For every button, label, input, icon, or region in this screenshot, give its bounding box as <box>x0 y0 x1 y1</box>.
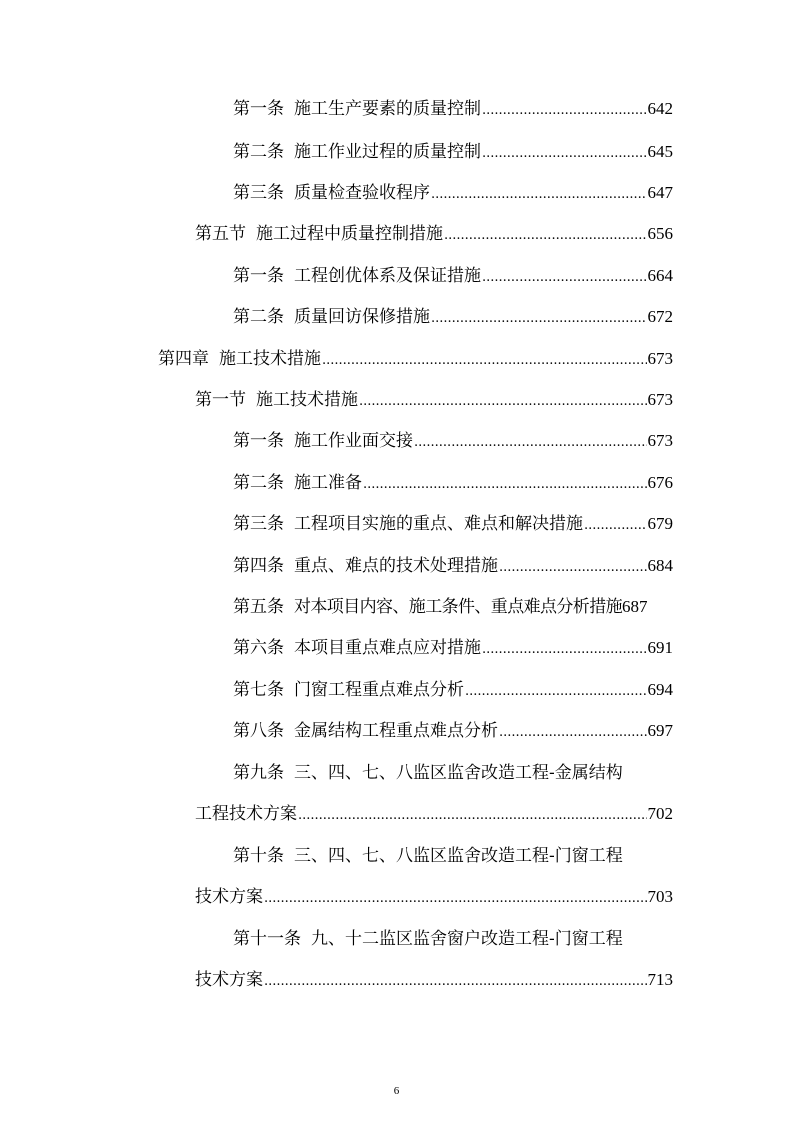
dot-leader <box>264 971 647 993</box>
toc-entry-prefix: 第六条 <box>233 638 284 658</box>
toc-entry-prefix: 第四章 <box>158 349 209 369</box>
toc-entry-title: 施工准备 <box>294 473 362 493</box>
dot-leader <box>482 267 647 289</box>
toc-entry-title: 工程创优体系及保证措施 <box>294 266 481 286</box>
dot-leader <box>363 474 647 496</box>
toc-entry-continuation[interactable] <box>195 886 673 910</box>
toc-entry-title: 三、四、七、八监区监舍改造工程-金属结构 <box>294 763 623 783</box>
toc-entry-page: 673 <box>647 349 673 368</box>
toc-entry-page: 647 <box>647 183 673 202</box>
toc-entry-prefix: 第一条 <box>233 99 284 119</box>
toc-entry-title: 九、十二监区监舍窗户改造工程-门窗工程 <box>311 929 623 949</box>
toc-entry-page: 687 <box>622 597 648 616</box>
toc-entry-prefix: 第四条 <box>233 556 284 576</box>
dot-leader <box>499 557 647 579</box>
toc-entry-page: 697 <box>647 721 673 740</box>
toc-entry[interactable] <box>233 679 673 703</box>
toc-entry-page: 684 <box>647 556 673 575</box>
toc-entry[interactable] <box>233 265 673 289</box>
page-number: 6 <box>393 1085 400 1097</box>
dot-leader <box>359 391 647 413</box>
toc-entry-page: 691 <box>647 638 673 657</box>
toc-entry[interactable] <box>233 845 623 867</box>
toc-entry-title: 技术方案 <box>195 887 263 907</box>
toc-entry-page: 672 <box>647 307 673 326</box>
toc-entry[interactable] <box>158 348 673 372</box>
toc-entry-continuation[interactable] <box>195 969 673 993</box>
toc-entry-prefix: 第三条 <box>233 183 284 203</box>
toc-entry-title: 质量回访保修措施 <box>294 307 430 327</box>
toc-entry[interactable] <box>233 98 673 122</box>
toc-entry-prefix: 第五节 <box>195 224 246 244</box>
dot-leader <box>431 184 647 206</box>
toc-entry-title: 施工作业面交接 <box>294 431 413 451</box>
toc-entry-title: 质量检查验收程序 <box>294 183 430 203</box>
toc-entry-page: 656 <box>647 224 673 243</box>
dot-leader <box>264 888 647 910</box>
toc-entry-title: 工程项目实施的重点、难点和解决措施 <box>294 514 583 534</box>
toc-entry-title: 施工生产要素的质量控制 <box>294 99 481 119</box>
dot-leader <box>482 100 647 122</box>
toc-entry-title: 施工技术措施 <box>219 349 321 369</box>
toc-entry-page: 694 <box>647 680 673 699</box>
toc-entry-prefix: 第十条 <box>233 846 284 866</box>
toc-entry[interactable] <box>233 513 673 537</box>
toc-entry-prefix: 第一条 <box>233 266 284 286</box>
toc-entry[interactable] <box>195 223 673 247</box>
toc-entry[interactable] <box>233 720 673 744</box>
toc-entry-prefix: 第一节 <box>195 390 246 410</box>
toc-entry-page: 713 <box>647 970 673 989</box>
toc-entry-page: 676 <box>647 473 673 492</box>
dot-leader <box>431 308 647 330</box>
toc-entry-prefix: 第二条 <box>233 142 284 162</box>
toc-entry-title: 工程技术方案 <box>195 804 297 824</box>
toc-entry[interactable] <box>233 555 673 579</box>
dot-leader <box>499 722 647 744</box>
toc-entry-title: 重点、难点的技术处理措施 <box>294 556 498 576</box>
dot-leader <box>482 639 647 661</box>
dot-leader <box>414 432 647 454</box>
dot-leader <box>465 681 647 703</box>
toc-entry-title: 技术方案 <box>195 970 263 990</box>
toc-entry-page: 679 <box>647 514 673 533</box>
toc-entry-page: 703 <box>647 887 673 906</box>
toc-entry-prefix: 第二条 <box>233 307 284 327</box>
dot-leader <box>444 225 647 247</box>
toc-entry-title: 本项目重点难点应对措施 <box>294 638 481 658</box>
toc-entry[interactable] <box>233 762 623 784</box>
toc-entry[interactable] <box>233 472 673 496</box>
toc-entry-page: 664 <box>647 266 673 285</box>
toc-entry[interactable] <box>233 596 697 618</box>
dot-leader <box>322 350 647 372</box>
toc-entry-prefix: 第八条 <box>233 721 284 741</box>
toc-entry-title: 施工作业过程的质量控制 <box>294 142 481 162</box>
toc-entry-continuation[interactable] <box>195 803 673 827</box>
toc-entry-prefix: 第九条 <box>233 763 284 783</box>
toc-entry-title: 施工过程中质量控制措施 <box>256 224 443 244</box>
toc-entry[interactable] <box>233 182 673 206</box>
toc-entry-title: 金属结构工程重点难点分析 <box>294 721 498 741</box>
dot-leader <box>298 805 647 827</box>
toc-entry-title: 施工技术措施 <box>256 390 358 410</box>
dot-leader <box>584 515 647 537</box>
toc-entry[interactable] <box>233 306 673 330</box>
toc-entry-page: 642 <box>647 99 673 118</box>
toc-entry-prefix: 第七条 <box>233 680 284 700</box>
toc-entry-prefix: 第二条 <box>233 473 284 493</box>
dot-leader <box>482 143 647 165</box>
toc-entry[interactable] <box>233 928 623 950</box>
toc-entry-title: 三、四、七、八监区监舍改造工程-门窗工程 <box>294 846 623 866</box>
toc-entry-page: 673 <box>647 390 673 409</box>
toc-entry-title: 门窗工程重点难点分析 <box>294 680 464 700</box>
toc-entry-prefix: 第十一条 <box>233 929 301 949</box>
toc-entry-title: 对本项目内容、施工条件、重点难点分析措施 <box>294 597 622 617</box>
toc-entry[interactable] <box>233 430 673 454</box>
toc-entry[interactable] <box>195 389 673 413</box>
toc-entry-prefix: 第三条 <box>233 514 284 534</box>
toc-entry-page: 645 <box>647 142 673 161</box>
toc-entry[interactable] <box>233 637 673 661</box>
toc-entry-page: 702 <box>647 804 673 823</box>
toc-entry-prefix: 第五条 <box>233 597 284 617</box>
toc-entry[interactable] <box>233 141 673 165</box>
toc-entry-prefix: 第一条 <box>233 431 284 451</box>
toc-entry-page: 673 <box>647 431 673 450</box>
